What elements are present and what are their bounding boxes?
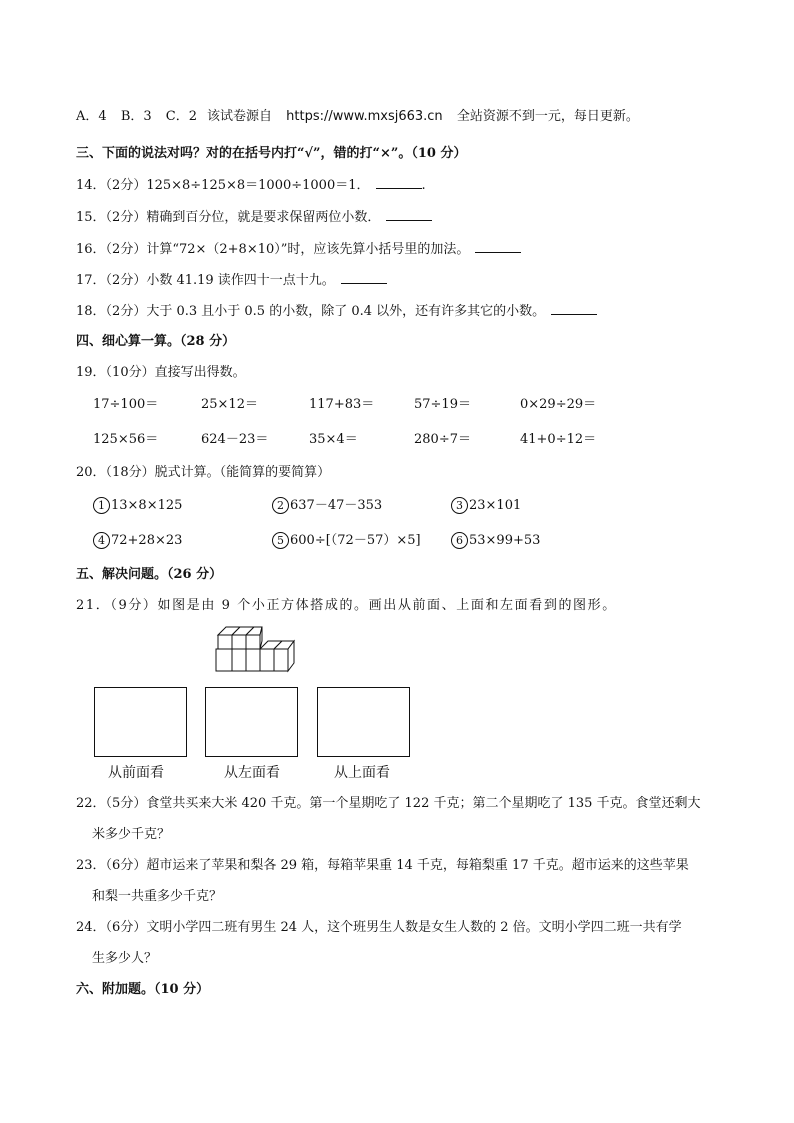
question-15: 15．（2分）精确到百分位，就是要求保留两位小数． (76, 208, 432, 227)
cube-stack-figure (212, 625, 298, 675)
question-19-prompt: 19．（10分）直接写出得数。 (76, 365, 246, 380)
expression-item: 3 23×101 (451, 497, 521, 515)
question-21: 21．（9分）如图是由 9 个小正方体搭成的。画出从前面、上面和左面看到的图形。 (76, 598, 617, 613)
top-view-box[interactable] (317, 687, 410, 757)
promo-text: 全站资源不到一元，每日更新。 (456, 109, 639, 124)
section3-title: 三、下面的说法对吗？对的在括号内打“√”，错的打“×”。（10 分） (76, 146, 467, 161)
answer-blank[interactable] (386, 208, 432, 221)
circled-number: 1 (93, 497, 110, 514)
question-20-prompt: 20．（18分）脱式计算。（能简算的要简算） (76, 465, 331, 480)
question-24-line1: 24．（6分）文明小学四二班有男生 24 人，这个班男生人数是女生人数的 2 倍。文明小学四二班一共有学 (76, 920, 682, 935)
calc-item: 624－23＝ (201, 432, 269, 447)
calc-item: 35×4＝ (309, 432, 358, 447)
circled-number: 4 (93, 532, 110, 549)
option-b: B．3 (120, 109, 152, 124)
expression-item: 1 13×8×125 (93, 497, 182, 515)
answer-blank[interactable] (551, 302, 597, 315)
answer-blank[interactable] (475, 240, 521, 253)
source-note: 该试卷源自 (207, 109, 273, 124)
top-view-label: 从上面看 (334, 765, 390, 781)
question-16: 16．（2分）计算“72×（2+8×10）”时，应该先算小括号里的加法。 (76, 240, 521, 259)
question-22-line2: 米多少千克？ (92, 827, 171, 842)
calc-item: 17÷100＝ (93, 397, 159, 412)
question-14: 14．（2分）125×8÷125×8＝1000÷1000＝1． . (76, 178, 426, 193)
question-23-line2: 和梨一共重多少千克？ (92, 889, 223, 904)
calc-item: 280÷7＝ (414, 432, 471, 447)
option-a: A．4 (76, 109, 107, 124)
options-line (76, 108, 649, 126)
expression-item: 5 600÷[（72－57）×5] (272, 532, 421, 550)
front-view-label: 从前面看 (108, 765, 164, 781)
calc-item: 0×29÷29＝ (520, 397, 597, 412)
answer-blank[interactable] (341, 271, 387, 284)
question-17: 17．（2分）小数 41.19 读作四十一点十九。 (76, 271, 387, 290)
expression-item: 6 53×99+53 (451, 532, 540, 550)
section6-title: 六、附加题。（10 分） (76, 982, 210, 997)
calc-item: 25×12＝ (201, 397, 258, 412)
circled-number: 2 (272, 497, 289, 514)
left-view-box[interactable] (205, 687, 298, 757)
circled-number: 6 (451, 532, 468, 549)
section4-title: 四、细心算一算。（28 分） (76, 334, 236, 349)
answer-blank[interactable] (376, 176, 422, 189)
question-23-line1: 23．（6分）超市运来了苹果和梨各 29 箱，每箱苹果重 14 千克，每箱梨重 17 千克。超市运来的这些苹果 (76, 858, 689, 873)
front-view-box[interactable] (94, 687, 187, 757)
left-view-label: 从左面看 (224, 765, 280, 781)
expression-item: 4 72+28×23 (93, 532, 182, 550)
source-url[interactable]: https://www.mxsj663.cn (286, 109, 443, 124)
calc-item: 125×56＝ (93, 432, 159, 447)
expression-item: 2 637－47－353 (272, 497, 382, 515)
calc-item: 57÷19＝ (414, 397, 471, 412)
section5-title: 五、解决问题。（26 分） (76, 567, 223, 582)
question-18: 18．（2分）大于 0.3 且小于 0.5 的小数，除了 0.4 以外，还有许多其它的小数。 (76, 302, 597, 321)
option-c: C．2 (165, 109, 197, 124)
circled-number: 5 (272, 532, 289, 549)
calc-item: 117+83＝ (309, 397, 375, 412)
question-22-line1: 22．（5分）食堂共买来大米 420 千克。第一个星期吃了 122 千克；第二个星期吃了 135 千克。食堂还剩大 (76, 796, 701, 811)
calc-item: 41+0÷12＝ (520, 432, 597, 447)
circled-number: 3 (451, 497, 468, 514)
question-24-line2: 生多少人？ (92, 951, 158, 966)
